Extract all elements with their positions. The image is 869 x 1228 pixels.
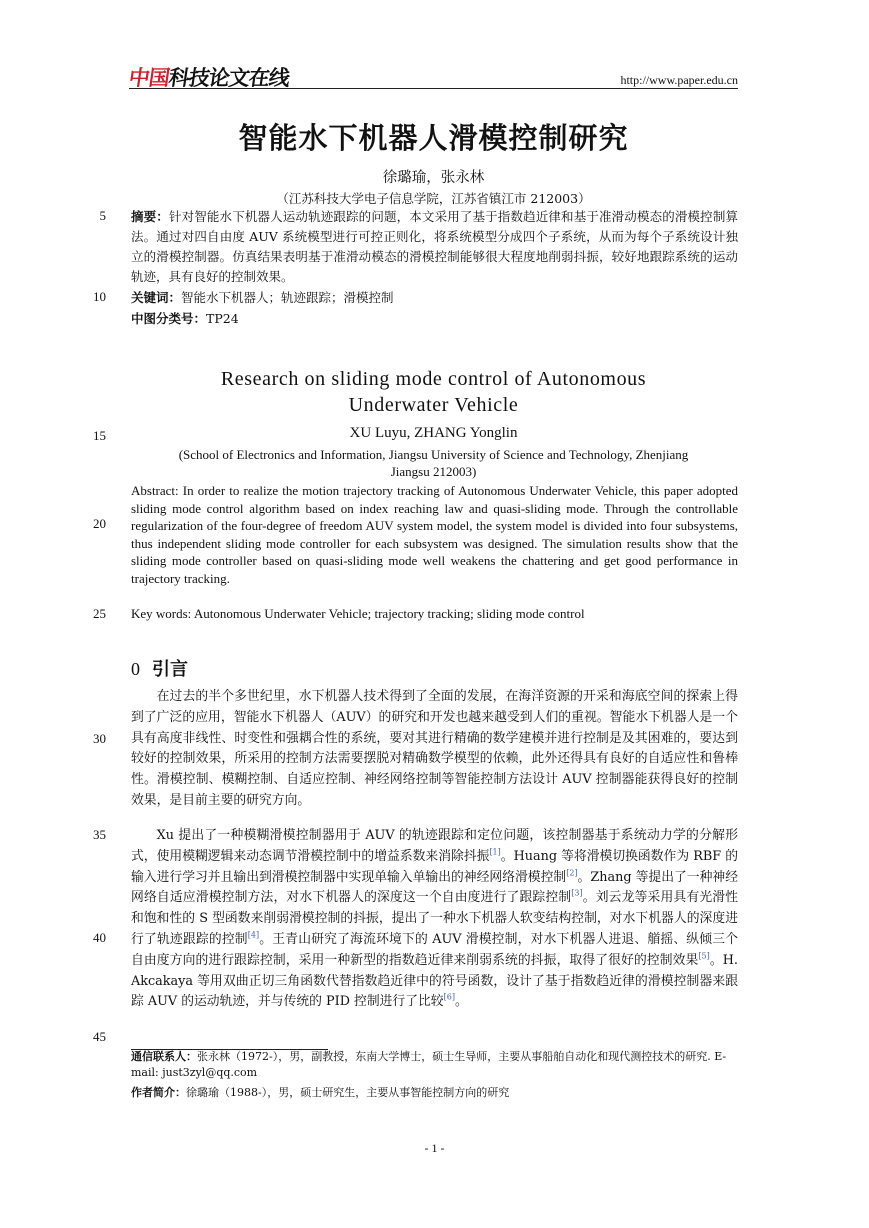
line-number: 15 (93, 428, 106, 443)
line-number: 35 (93, 827, 106, 842)
citation-link[interactable]: [5] (698, 951, 710, 961)
section-heading: 0 引言 (131, 659, 188, 680)
abstract-en-text: In order to realize the motion trajectory tracking of Autonomous Underwater Vehicle, this paper adopted sliding mode control algorithm based on index reaching law and quasi-sliding mode. Through the controllable regularization of the four-degree of freedom AUV system model, the system model is divided into four subsystems, thus independent sliding mode controller for each subsystem was designed. The simulation results show that the sliding mode controller based on quasi-sliding mode well weakens the chattering and get good performance in trajectory tracking. (131, 483, 738, 586)
abstract-en-label: Abstract: (131, 483, 183, 498)
keywords-en-text: Autonomous Underwater Vehicle; trajectory tracking; sliding mode control (193, 606, 585, 621)
journal-logo: 中国科技论文在线 (127, 66, 291, 90)
line-number: 45 (93, 1029, 106, 1044)
keywords-cn-label: 关键词： (131, 290, 182, 305)
authors-cn: 徐璐瑜，张永林 (382, 170, 485, 186)
citation-link[interactable]: [6] (443, 993, 455, 1003)
line-number: 5 (99, 208, 106, 223)
line-number: 25 (93, 606, 106, 621)
line-number: 20 (93, 516, 106, 531)
line-number: 30 (93, 731, 106, 746)
abstract-cn-text: 针对智能水下机器人运动轨迹跟踪的问题，本文采用了基于指数趋近律和基于准滑动模态的滑模控制算法。通过对四自由度 AUV 系统模型进行可控正则化，将系统模型分成四个子系统，从而为每个子系统设计独立的滑模控制器。仿真结果表明基于准滑动模态的滑模控制能够很大程度地削弱抖振，较好地跟踪系统的运动轨迹，具有良好的控制效果。 (131, 209, 738, 284)
paper-title-cn: 智能水下机器人滑模控制研究 (238, 121, 629, 155)
footnote-author: 作者简介：徐璐瑜（1988-），男，硕士研究生，主要从事智能控制方向的研究 (131, 1086, 510, 1099)
paper-title-en: Research on sliding mode control of Autonomous Underwater Vehicle (220, 368, 647, 416)
citation-link[interactable]: [2] (566, 868, 578, 878)
affiliation-en: (School of Electronics and Information, Jiangsu University of Science and Technology, Zhenjiang Jiangsu 212003) (178, 447, 689, 479)
clc-label: 中图分类号： (131, 311, 207, 326)
intro-paragraph-1: 在过去的半个多世纪里，水下机器人技术得到了全面的发展，在海洋资源的开采和海底空间的探索上得到了广泛的应用，智能水下机器人（AUV）的研究和开发也越来越受到人们的重视。智能水下机器人是一个具有高度非线性、时变性和强耦合性的系统，要对其进行精确的数学建模并进行控制是及其困难的，要达到较好的控制效果，所采用的控制方法需要摆脱对精确数学模型的依赖，此外还得具有良好的自适应性和鲁棒性。滑模控制、模糊控制、自适应控制、神经网络控制等智能控制方法设计 AUV 控制器能获得良好的控制效果，是目前主要的研究方向。 (131, 689, 738, 808)
keywords-cn-text: 智能水下机器人；轨迹跟踪；滑模控制 (181, 290, 394, 305)
keywords-cn (131, 288, 738, 308)
abstract-cn-label: 摘要： (131, 209, 169, 224)
citation-link[interactable]: [1] (489, 847, 501, 857)
header-rule (129, 88, 738, 89)
abstract-cn (131, 207, 738, 287)
clc-number (131, 309, 738, 329)
keywords-en-label: Key words: (131, 606, 194, 621)
affiliation-cn: （江苏科技大学电子信息学院，江苏省镇江市 212003） (276, 191, 591, 206)
line-number: 10 (93, 289, 106, 304)
line-number: 40 (93, 930, 106, 945)
intro-paragraph-2: Xu 提出了一种模糊滑模控制器用于 AUV 的轨迹跟踪和定位问题，该控制器基于系统动力学的分解形式，使用模糊逻辑来动态调节滑模控制中的增益系数来消除抖振[1]。Huang 等将滑模切换函数作为 RBF 的输入进行学习并且输出到滑模控制器中实现单输入单输出的神经网络滑模控制[2]。Zhang 等提出了一种神经网络自适应滑模控制方法，对水下机器人的深度这一个自由度进行了跟踪控制[3]。刘云龙等采用具有光滑性和饱和性的 S 型函数来削弱滑模控制的抖振，提出了一种水下机器人软变结构控制，对水下机器人的深度进行了轨迹跟踪的控制[4]。王青山研究了海流环境下的 AUV 滑模控制，对水下机器人进退、艏摇、纵倾三个自由度方向的进行跟踪控制，采用一种新型的指数趋近律来削弱系统的抖振，取得了很好的控制效果[5]。H. Akcakaya 等用双曲正切三角函数代替指数趋近律中的符号函数，设计了基于指数趋近律的滑模控制器来跟踪 AUV 的运动轨迹，并与传统的 PID 控制进行了比较[6]。 (131, 828, 739, 1010)
citation-link[interactable]: [4] (247, 930, 260, 940)
authors-en: XU Luyu, ZHANG Yonglin (349, 425, 518, 441)
footnote-contact: 通信联系人：张永林（1972-），男，副教授，东南大学博士，硕士生导师，主要从事船舶自动化和现代测控技术的研究. E-mail: just3zyl@qq.com (131, 1050, 727, 1079)
clc-text: TP24 (206, 311, 239, 326)
keywords-en (131, 605, 738, 623)
page-number: - 1 - (424, 1141, 445, 1155)
citation-link[interactable]: [3] (571, 889, 583, 899)
header-url[interactable]: http://www.paper.edu.cn (620, 73, 738, 87)
abstract-en (131, 482, 738, 588)
